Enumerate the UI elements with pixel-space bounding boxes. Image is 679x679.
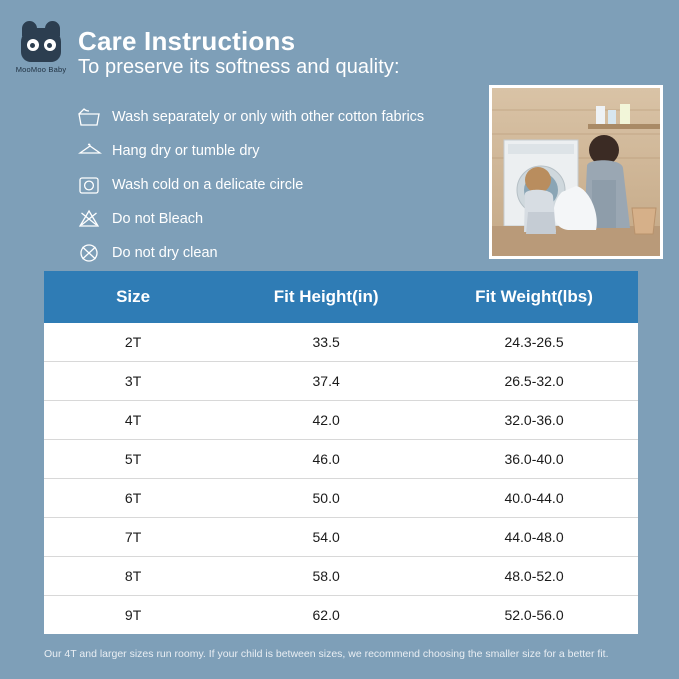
table-header-row — [44, 271, 638, 323]
care-instruction-label: Do not dry clean — [112, 245, 218, 261]
care-instruction-item — [78, 134, 498, 168]
cell-size: 7T — [44, 518, 222, 557]
column-header-height: Fit Height(in) — [222, 271, 430, 323]
cell-size: 9T — [124, 607, 142, 623]
page-subtitle: To preserve its softness and quality: — [78, 56, 400, 78]
table-row — [44, 479, 638, 518]
delicate-wash-icon — [78, 175, 112, 195]
care-instruction-label: Hang dry or tumble dry — [112, 143, 260, 159]
cell-height: 33.5 — [222, 323, 430, 362]
cell-weight: 48.0-52.0 — [430, 557, 638, 596]
care-instruction-label: Do not Bleach — [112, 211, 204, 227]
cell-weight: 32.0-36.0 — [430, 401, 638, 440]
table-row — [44, 323, 638, 362]
cell-height: 58.0 — [222, 557, 430, 596]
cell-size: 6T — [44, 479, 222, 518]
cell-weight: 26.5-32.0 — [430, 362, 638, 401]
care-instruction-item — [78, 202, 498, 236]
cell-size: 3T — [44, 362, 222, 401]
care-instruction-label: Wash cold on a delicate circle — [112, 177, 304, 193]
table-row — [44, 362, 638, 401]
table-row — [44, 401, 638, 440]
cell-size: 5T — [44, 440, 222, 479]
cell-weight: 36.0-40.0 — [430, 440, 638, 479]
cell-weight: 44.0-48.0 — [430, 518, 638, 557]
no-bleach-icon — [78, 209, 112, 229]
table-row — [44, 440, 638, 479]
care-instruction-item — [78, 236, 498, 270]
size-chart-table — [44, 271, 638, 634]
cell-height: 62.0 — [312, 607, 340, 623]
care-instruction-label: Wash separately or only with other cotton fabrics — [112, 109, 425, 125]
cell-weight: 24.3-26.5 — [430, 323, 638, 362]
sizing-footnote: Our 4T and larger sizes run roomy. If your child is between sizes, we recommend choosing the smaller size for a better fit. — [44, 648, 609, 660]
laundry-photo — [489, 85, 663, 259]
brand-logo — [12, 22, 70, 80]
cell-height: 46.0 — [222, 440, 430, 479]
care-instruction-item — [78, 100, 498, 134]
column-header-weight: Fit Weight(lbs) — [430, 271, 638, 323]
cell-size: 2T — [44, 323, 222, 362]
page-title: Care Instructions — [78, 26, 296, 56]
table-row — [44, 557, 638, 596]
column-header-size: Size — [44, 271, 222, 323]
no-dry-clean-icon — [78, 243, 112, 263]
cell-size: 4T — [44, 401, 222, 440]
cell-weight: 52.0-56.0 — [504, 607, 564, 623]
wash-tub-icon — [78, 107, 112, 127]
owl-logo-icon — [21, 28, 61, 62]
table-row — [44, 596, 638, 635]
cell-height: 42.0 — [222, 401, 430, 440]
brand-name: MooMoo Baby — [15, 65, 67, 74]
cell-weight: 40.0-44.0 — [430, 479, 638, 518]
table-row — [44, 518, 638, 557]
hanger-dry-icon — [78, 141, 112, 161]
cell-height: 37.4 — [222, 362, 430, 401]
care-instruction-item — [78, 168, 498, 202]
cell-size: 8T — [44, 557, 222, 596]
cell-height: 50.0 — [222, 479, 430, 518]
cell-height: 54.0 — [222, 518, 430, 557]
owl-eyes — [21, 39, 61, 51]
care-instruction-list — [78, 100, 498, 270]
